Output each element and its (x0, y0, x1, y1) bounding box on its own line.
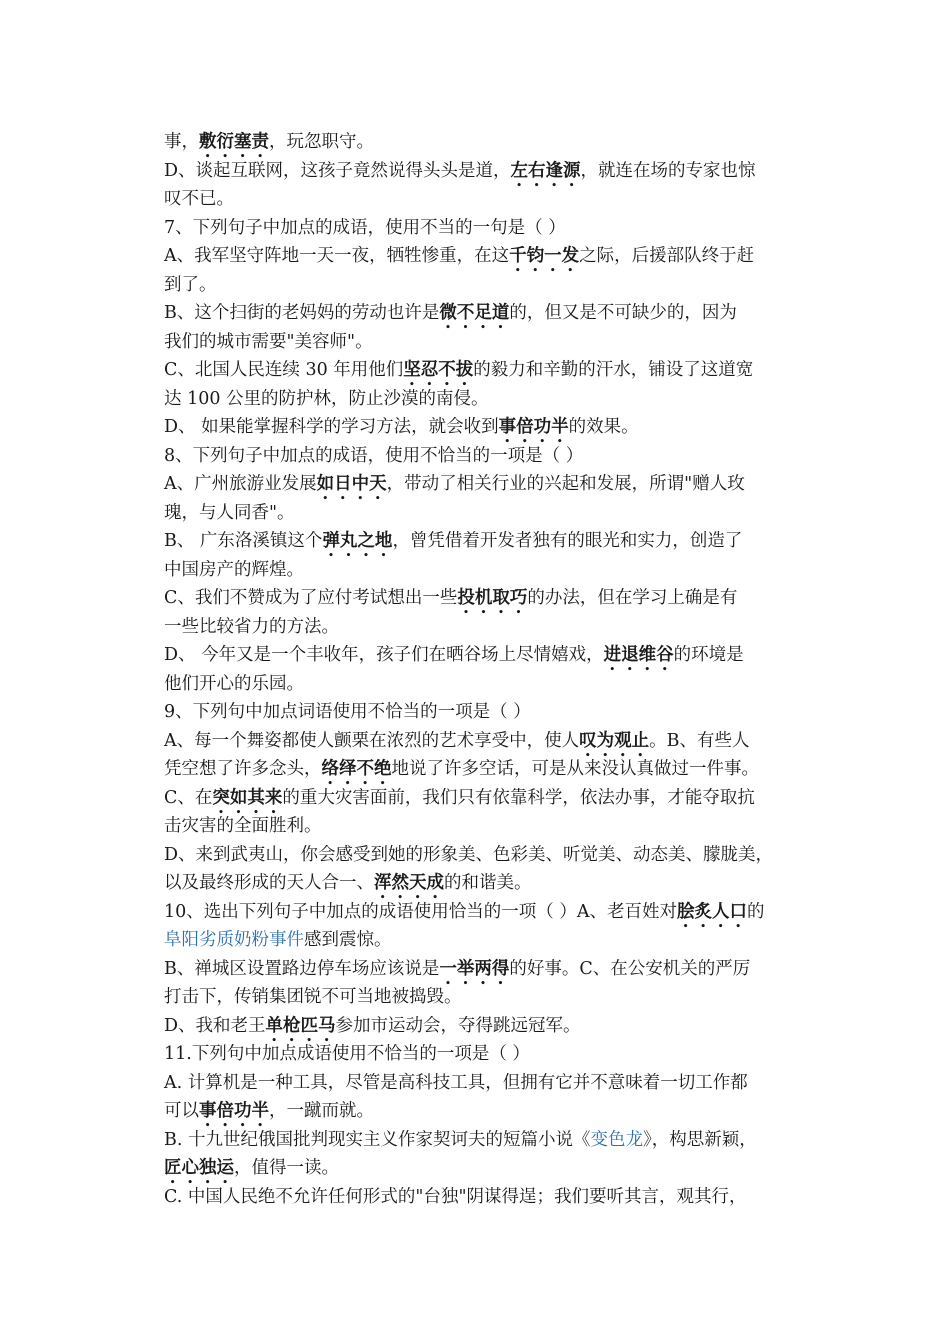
body-text: 他们开心的乐园。 (164, 673, 304, 694)
body-text: C. 中国人民绝不允许任何形式的"台独"阴谋得逞；我们要听其言，观其行， (164, 1186, 747, 1207)
body-text: 达 100 公里的防护林，防止沙漠的南侵。 (164, 388, 489, 409)
dotted-idiom: 叹为观止 (579, 730, 650, 751)
body-text: D、来到武夷山，你会感受到她的形象美、色彩美、听觉美、动态美、朦胧美， (164, 844, 774, 865)
body-text: A、广州旅游业发展 (164, 474, 317, 494)
body-text: B. 十九世纪俄国批判现实主义作家契诃夫的短篇小说《 (164, 1129, 591, 1150)
text-line (164, 299, 794, 328)
text-line (164, 214, 794, 243)
text-line (164, 527, 794, 556)
body-text: 到了。 (164, 274, 217, 295)
text-line (164, 898, 794, 927)
body-text: A、每一个舞姿都使人颤栗在浓烈的艺术享受中，使人 (164, 730, 580, 751)
body-text: 叹不已。 (164, 189, 234, 209)
body-text: 的环境是 (673, 645, 744, 665)
body-text: B、这个扫街的老妈妈的劳动也许是 (164, 303, 440, 323)
document-page (164, 128, 794, 1211)
body-text: 的重大灾害面前，我们只有依靠科学，依法办事，才能夺取抗 (282, 787, 755, 808)
body-text: 参加市运动会，夺得跳远冠军。 (335, 1015, 581, 1036)
text-line (164, 1097, 794, 1126)
text-line (164, 157, 794, 186)
text-line (164, 271, 794, 300)
body-text: 感到震惊。 (304, 930, 392, 950)
body-text: 事， (164, 132, 199, 152)
body-text: 的办法，但在学习上确是有 (527, 588, 738, 608)
text-line (164, 755, 794, 784)
body-text: D、谈起互联网，这孩子竟然说得头头是道， (164, 160, 511, 181)
body-text: ，带动了相关行业的兴起和发展，所谓"赠人玫 (386, 474, 745, 494)
dotted-idiom: 微不足道 (439, 303, 510, 323)
dotted-idiom: 投机取巧 (457, 588, 528, 608)
body-text: 。B、有些人 (649, 730, 750, 751)
text-line (164, 613, 794, 642)
text-line (164, 128, 794, 157)
text-line (164, 1069, 794, 1098)
text-line (164, 812, 794, 841)
body-text: ，值得一读。 (234, 1158, 339, 1178)
body-text: 以及最终形成的天人合一、 (164, 873, 374, 893)
dotted-idiom: 千钧一发 (509, 246, 580, 266)
body-text: 凭空想了许多念头， (164, 759, 322, 779)
dotted-idiom: 事倍功半 (498, 417, 569, 437)
text-line (164, 955, 794, 984)
body-text: A、我军坚守阵地一天一夜，牺牲惨重，在这 (164, 246, 510, 266)
dotted-idiom: 脍炙人口 (676, 901, 747, 922)
text-line (164, 1183, 794, 1212)
text-line (164, 185, 794, 214)
text-line (164, 1012, 794, 1041)
text-line (164, 556, 794, 585)
dotted-idiom: 匠心独运 (164, 1158, 234, 1178)
text-line (164, 470, 794, 499)
body-text: D、我和老王 (164, 1015, 266, 1036)
body-text: 11.下列句中加点成语使用不恰当的一项是（ ） (164, 1044, 530, 1064)
body-text: 的 (746, 901, 765, 922)
body-text: ，一蹴而就。 (269, 1101, 374, 1121)
dotted-idiom: 突如其来 (212, 787, 283, 808)
body-text: 一些比较省力的方法。 (164, 616, 339, 637)
text-line (164, 926, 794, 955)
text-line (164, 584, 794, 613)
body-text: 》，构思新颖， (642, 1129, 757, 1150)
text-line (164, 1126, 794, 1155)
text-line (164, 727, 794, 756)
text-line (164, 869, 794, 898)
body-text: 10、选出下列句子中加点的成语使用恰当的一项（ ）A、老百姓对 (164, 901, 677, 922)
text-line (164, 413, 794, 442)
body-text: 地说了许多空话，可是从来没认真做过一件事。 (391, 759, 759, 779)
body-text: 7、下列句子中加点的成语，使用不当的一句是（ ） (164, 217, 566, 238)
text-line (164, 698, 794, 727)
body-text: 的毅力和辛勤的汗水，铺设了这道宽 (473, 360, 754, 380)
text-line (164, 784, 794, 813)
dotted-idiom: 事倍功半 (199, 1101, 269, 1121)
text-line (164, 442, 794, 471)
body-text: 中国房产的辉煌。 (164, 559, 304, 580)
dotted-idiom: 进退维谷 (603, 645, 674, 665)
body-text: C、我们不赞成为了应付考试想出一些 (164, 588, 458, 608)
text-line (164, 1040, 794, 1069)
text-line (164, 499, 794, 528)
body-text: 8、下列句子中加点的成语，使用不恰当的一项是（ ） (164, 445, 584, 466)
body-text: 的效果。 (568, 417, 639, 437)
text-line (164, 328, 794, 357)
body-text: D、 如果能掌握科学的学习方法，就会收到 (164, 417, 499, 437)
hyperlink-text[interactable]: 变色龙 (590, 1129, 643, 1150)
dotted-idiom: 如日中天 (316, 474, 387, 494)
hyperlink-text[interactable]: 阜阳劣质奶粉事件 (164, 930, 304, 950)
body-text: 我们的城市需要"美容师"。 (164, 331, 373, 352)
dotted-idiom: 弹丸之地 (322, 531, 393, 551)
body-text: 瑰，与人同香"。 (164, 502, 295, 523)
dotted-idiom: 浑然天成 (374, 873, 444, 893)
text-line (164, 983, 794, 1012)
body-text: 9、下列句中加点词语使用不恰当的一项是（ ） (164, 702, 531, 722)
body-text: B、 广东洛溪镇这个 (164, 531, 323, 551)
dotted-idiom: 坚忍不拔 (403, 360, 474, 380)
body-text: A. 计算机是一种工具，尽管是高科技工具，但拥有它并不意味着一切工作都 (164, 1072, 748, 1093)
dotted-idiom: 左右逢源 (510, 160, 581, 181)
body-text: ，玩忽职守。 (269, 132, 374, 152)
text-line (164, 1154, 794, 1183)
text-line (164, 841, 794, 870)
body-text: C、在 (164, 787, 213, 808)
body-text: ，曾凭借着开发者独有的眼光和实力，创造了 (392, 531, 743, 551)
dotted-idiom: 一举两得 (439, 958, 510, 979)
body-text: 打击下，传销集团锐不可当地被捣毁。 (164, 987, 462, 1007)
body-text: 的和谐美。 (444, 873, 532, 893)
text-line (164, 356, 794, 385)
text-line (164, 670, 794, 699)
dotted-idiom: 络绎不绝 (321, 759, 392, 779)
text-line (164, 385, 794, 414)
body-text: D、 今年又是一个丰收年，孩子们在晒谷场上尽情嬉戏， (164, 645, 604, 665)
body-text: 可以 (164, 1101, 199, 1121)
body-text: C、北国人民连续 30 年用他们 (164, 360, 404, 380)
body-text: 击灾害的全面胜利。 (164, 816, 322, 836)
text-line (164, 242, 794, 271)
dotted-idiom: 敷衍塞责 (199, 132, 269, 152)
body-text: 的好事。C、在公安机关的严厉 (509, 958, 751, 979)
text-line (164, 641, 794, 670)
body-text: 的，但又是不可缺少的，因为 (509, 303, 737, 323)
body-text: ，就连在场的专家也惊 (580, 160, 756, 181)
body-text: 之际，后援部队终于赶 (579, 246, 755, 266)
body-text: B、禅城区设置路边停车场应该说是 (164, 958, 440, 979)
dotted-idiom: 单枪匹马 (265, 1015, 336, 1036)
